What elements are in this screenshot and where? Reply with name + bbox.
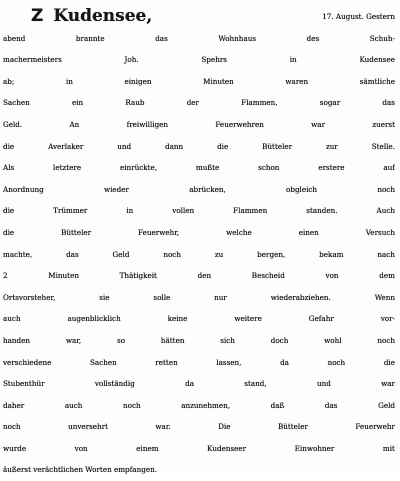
dateline-text: 17. August. Gestern xyxy=(322,12,395,21)
article-line: noch unversehrt war. Die Bütteler Feuerwehr xyxy=(3,422,395,432)
section-marker: Z xyxy=(31,6,44,26)
article-line: abend brannte das Wohnhaus des Schuh- xyxy=(3,33,395,43)
article-line: ab; in einigen Minuten waren sämtliche xyxy=(3,76,395,86)
article-line: auch augenblicklich keine weitere Gefahr vor- xyxy=(3,314,395,324)
article-line: die Trümmer in vollen Flammen standen. Auch xyxy=(3,206,395,216)
article-line: machermeisters Joh. Spehrs in Kudensee xyxy=(3,55,395,65)
article-line: äußerst verächtlichen Worten empfangen. xyxy=(3,465,157,475)
dateline-place: Kudensee, xyxy=(53,6,153,26)
article-line: Ortsvorsteher, sie solle nur wiederabziehen. Wenn xyxy=(3,292,395,302)
article-line: Anordnung wieder abrücken, obgleich noch xyxy=(3,184,395,194)
article-line xyxy=(3,6,395,28)
article-line: wurde von einem Kudenseer Einwohner mit xyxy=(3,443,395,453)
article-line: 2 Minuten Thätigkeit den Bescheid von dem xyxy=(3,271,395,281)
article-line: daher auch noch anzunehmen, daß das Geld xyxy=(3,400,395,410)
article-line: Als letztere einrückte, mußte schon erstere auf xyxy=(3,163,395,173)
article-line: Sachen ein Raub der Flammen, sogar das xyxy=(3,98,395,108)
article-line: Geld. An freiwilligen Feuerwehren war zuerst xyxy=(3,119,395,129)
article-line: Stubenthür vollständig da stand, und war xyxy=(3,379,395,389)
article-line: handen war, so hätten sich doch wohl noch xyxy=(3,335,395,345)
article-line: verschiedene Sachen retten lassen, da noch die xyxy=(3,357,395,367)
article-line: die Bütteler Feuerwehr, welche einen Versuch xyxy=(3,227,395,237)
article-body xyxy=(3,6,395,481)
article-line: machte, das Geld noch zu bergen, bekam nach xyxy=(3,249,395,259)
article-line: die Averlaker und dann die Bütteler zur Stelle. xyxy=(3,141,395,151)
